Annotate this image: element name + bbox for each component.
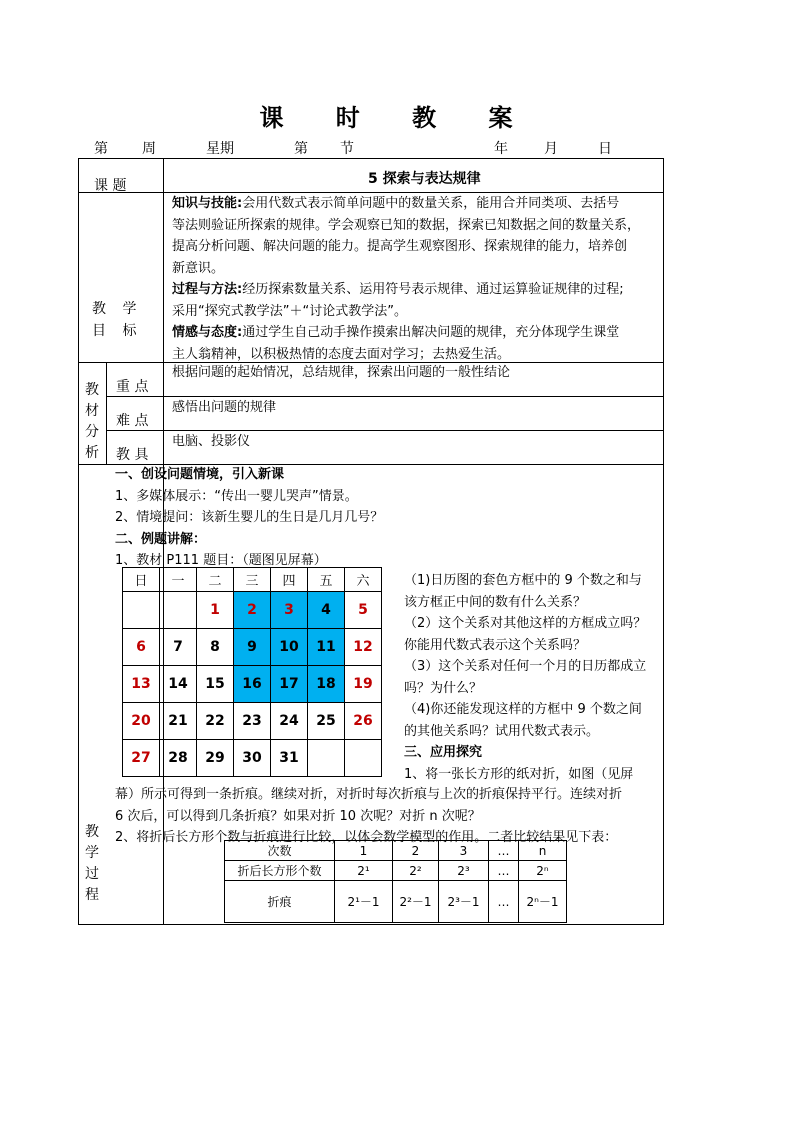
question-line: （1)日历图的套色方框中的 9 个数之和与	[404, 573, 642, 588]
calendar-day-cell: 29	[197, 740, 234, 777]
fold-header-cell: n	[519, 841, 567, 861]
crease-value: …	[489, 881, 519, 923]
section-3-heading: 三、应用探究	[404, 745, 483, 760]
calendar-weekday-header: 五	[308, 568, 345, 592]
question-line: 吗？为什么？	[404, 680, 483, 696]
calendar-weekday-header: 二	[197, 568, 234, 592]
section-2-heading: 二、例题讲解：	[115, 531, 207, 547]
question-line: 的其他关系吗？试用代数式表示。	[404, 723, 600, 739]
knowledge-line: 等法则验证所探索的规律。学会观察已知的数据，探索已知数据之间的数量关系，	[172, 217, 641, 233]
calendar-day-cell: 3	[271, 592, 308, 629]
calendar-day-cell: 5	[345, 592, 382, 629]
calendar-day-cell: 31	[271, 740, 308, 777]
calendar-day-cell: 21	[160, 703, 197, 740]
calendar-day-cell: 26	[345, 703, 382, 740]
calendar-day-cell: 22	[197, 703, 234, 740]
calendar-day-cell: 6	[123, 629, 160, 666]
fold-header-cell: …	[489, 841, 519, 861]
calendar-day-cell: 25	[308, 703, 345, 740]
process-line: 经历探索数量关系、运用符号表示规律、通过运算验证规律的过程;	[242, 282, 624, 297]
process-heading: 过程与方法:	[172, 282, 243, 297]
difficulty-label: 难 点	[116, 413, 149, 429]
key-point-label: 重 点	[116, 379, 149, 395]
calendar-weekday-header: 一	[160, 568, 197, 592]
crease-label: 折痕	[225, 881, 335, 923]
process-label-char: 程	[85, 887, 99, 903]
calendar-day-cell: 9	[234, 629, 271, 666]
topic-value: 5 探索与表达规律	[368, 171, 481, 187]
calendar-questions	[404, 570, 662, 785]
section-1-line: 1、多媒体展示：“传出一婴儿哭声”情景。	[115, 488, 358, 504]
analysis-label-char: 材	[85, 403, 99, 419]
calendar-day-cell: 23	[234, 703, 271, 740]
calendar-day-cell	[160, 592, 197, 629]
calendar-grid	[122, 567, 382, 777]
section-3-body	[115, 784, 663, 849]
analysis-label-char: 析	[85, 445, 99, 461]
calendar-day-cell: 12	[345, 629, 382, 666]
rect-count-value: 2¹	[335, 861, 393, 881]
topic-label: 课 题	[94, 178, 127, 194]
calendar-day-cell: 2	[234, 592, 271, 629]
section-3-line: 6 次后，可以得到几条折痕？如果对折 10 次呢？对折 n 次呢？	[115, 808, 481, 824]
calendar-day-cell	[123, 592, 160, 629]
fold-comparison-table	[224, 840, 567, 923]
emotion-line: 通过学生自己动手操作摸索出解决问题的规律，充分体现学生课堂	[242, 325, 620, 340]
emotion-line: 主人翁精神，以积极热情的态度去面对学习；去热爱生活。	[172, 346, 511, 362]
calendar-day-cell: 15	[197, 666, 234, 703]
calendar-weekday-header: 三	[234, 568, 271, 592]
calendar-weekday-header: 日	[123, 568, 160, 592]
calendar-day-cell: 8	[197, 629, 234, 666]
calendar-day-cell: 10	[271, 629, 308, 666]
analysis-label-char: 分	[85, 424, 99, 440]
week-suffix: 周	[142, 141, 156, 157]
period-suffix: 节	[340, 141, 354, 157]
process-intro	[115, 464, 660, 572]
goals-label-2: 目 标	[92, 323, 143, 339]
crease-value: 2ⁿ－1	[519, 881, 567, 923]
year-label: 年	[494, 141, 508, 157]
question-line: 你能用代数式表示这个关系吗？	[404, 637, 587, 653]
goals-content	[172, 193, 660, 365]
calendar-day-cell: 30	[234, 740, 271, 777]
question-line: （2）这个关系对其他这样的方框成立吗？	[404, 616, 647, 631]
weekday-label: 星期	[206, 141, 234, 157]
section-1-heading: 一、创设问题情境，引入新课	[115, 467, 285, 482]
fold-header-cell: 3	[439, 841, 489, 861]
section-3-line: 1、将一张长方形的纸对折，如图（见屏	[404, 766, 634, 782]
question-line: （4)你还能发现这样的方框中 9 个数之间	[404, 702, 642, 717]
calendar-day-cell: 28	[160, 740, 197, 777]
calendar-day-cell: 13	[123, 666, 160, 703]
section-3-line: 2、将折后长方形个数与折痕进行比较，以体会数学模型的作用。二者比较结果见下表：	[115, 830, 618, 845]
rect-count-label: 折后长方形个数	[225, 861, 335, 881]
calendar-day-cell: 4	[308, 592, 345, 629]
question-line: （3）这个关系对任何一个月的日历都成立	[404, 659, 647, 674]
rect-count-value: 2ⁿ	[519, 861, 567, 881]
knowledge-heading: 知识与技能:	[172, 196, 243, 211]
crease-value: 2³－1	[439, 881, 489, 923]
calendar-weekday-header: 六	[345, 568, 382, 592]
fold-header-count: 次数	[225, 841, 335, 861]
crease-value: 2²－1	[393, 881, 439, 923]
calendar-day-cell	[345, 740, 382, 777]
process-label-char: 学	[85, 845, 99, 861]
tools-label: 教 具	[116, 447, 149, 463]
calendar-day-cell: 27	[123, 740, 160, 777]
calendar-day-cell: 14	[160, 666, 197, 703]
section-1-line: 2、情境提问：该新生婴儿的生日是几月几号？	[115, 510, 384, 525]
process-label	[84, 822, 100, 906]
analysis-label-char: 教	[85, 382, 99, 398]
rect-count-value: 2²	[393, 861, 439, 881]
fold-header-cell: 1	[335, 841, 393, 861]
crease-value: 2¹－1	[335, 881, 393, 923]
section-2-line: 1、教材 P111 题目：（题图见屏幕）	[115, 553, 327, 568]
rect-count-value: 2³	[439, 861, 489, 881]
knowledge-line: 新意识。	[172, 260, 225, 276]
knowledge-line: 会用代数式表示简单问题中的数量关系，能用合并同类项、去括号	[242, 196, 620, 211]
calendar-weekday-header: 四	[271, 568, 308, 592]
calendar-day-cell	[308, 740, 345, 777]
calendar-day-cell: 16	[234, 666, 271, 703]
process-line: 采用“探究式教学法”＋“讨论式教学法”。	[172, 303, 407, 319]
goals-label-1: 教 学	[92, 301, 143, 317]
tools-value: 电脑、投影仪	[172, 434, 251, 449]
calendar-day-cell: 11	[308, 629, 345, 666]
calendar-day-cell: 20	[123, 703, 160, 740]
analysis-label	[84, 380, 100, 464]
rect-count-value: …	[489, 861, 519, 881]
process-label-char: 教	[85, 824, 99, 840]
difficulty-value: 感悟出问题的规律	[172, 400, 277, 415]
emotion-heading: 情感与态度:	[172, 325, 243, 340]
section-3-line: 幕）所示可得到一条折痕。继续对折，对折时每次折痕与上次的折痕保持平行。连续对折	[115, 787, 623, 802]
fold-header-cell: 2	[393, 841, 439, 861]
calendar-day-cell: 1	[197, 592, 234, 629]
week-prefix: 第	[94, 141, 108, 157]
calendar-day-cell: 7	[160, 629, 197, 666]
key-point-value: 根据问题的起始情况，总结规律，探索出问题的一般性结论	[172, 365, 511, 380]
knowledge-line: 提高分析问题、解决问题的能力。提高学生观察图形、探索规律的能力，培养创	[172, 239, 628, 254]
question-line: 该方框正中间的数有什么关系？	[404, 594, 587, 610]
period-prefix: 第	[294, 141, 308, 157]
month-label: 月	[544, 141, 558, 157]
day-label: 日	[598, 141, 612, 157]
process-label-char: 过	[85, 866, 99, 882]
calendar-day-cell: 18	[308, 666, 345, 703]
calendar-day-cell: 24	[271, 703, 308, 740]
page-title: 课 时 教 案	[259, 104, 535, 132]
calendar-day-cell: 19	[345, 666, 382, 703]
calendar-day-cell: 17	[271, 666, 308, 703]
